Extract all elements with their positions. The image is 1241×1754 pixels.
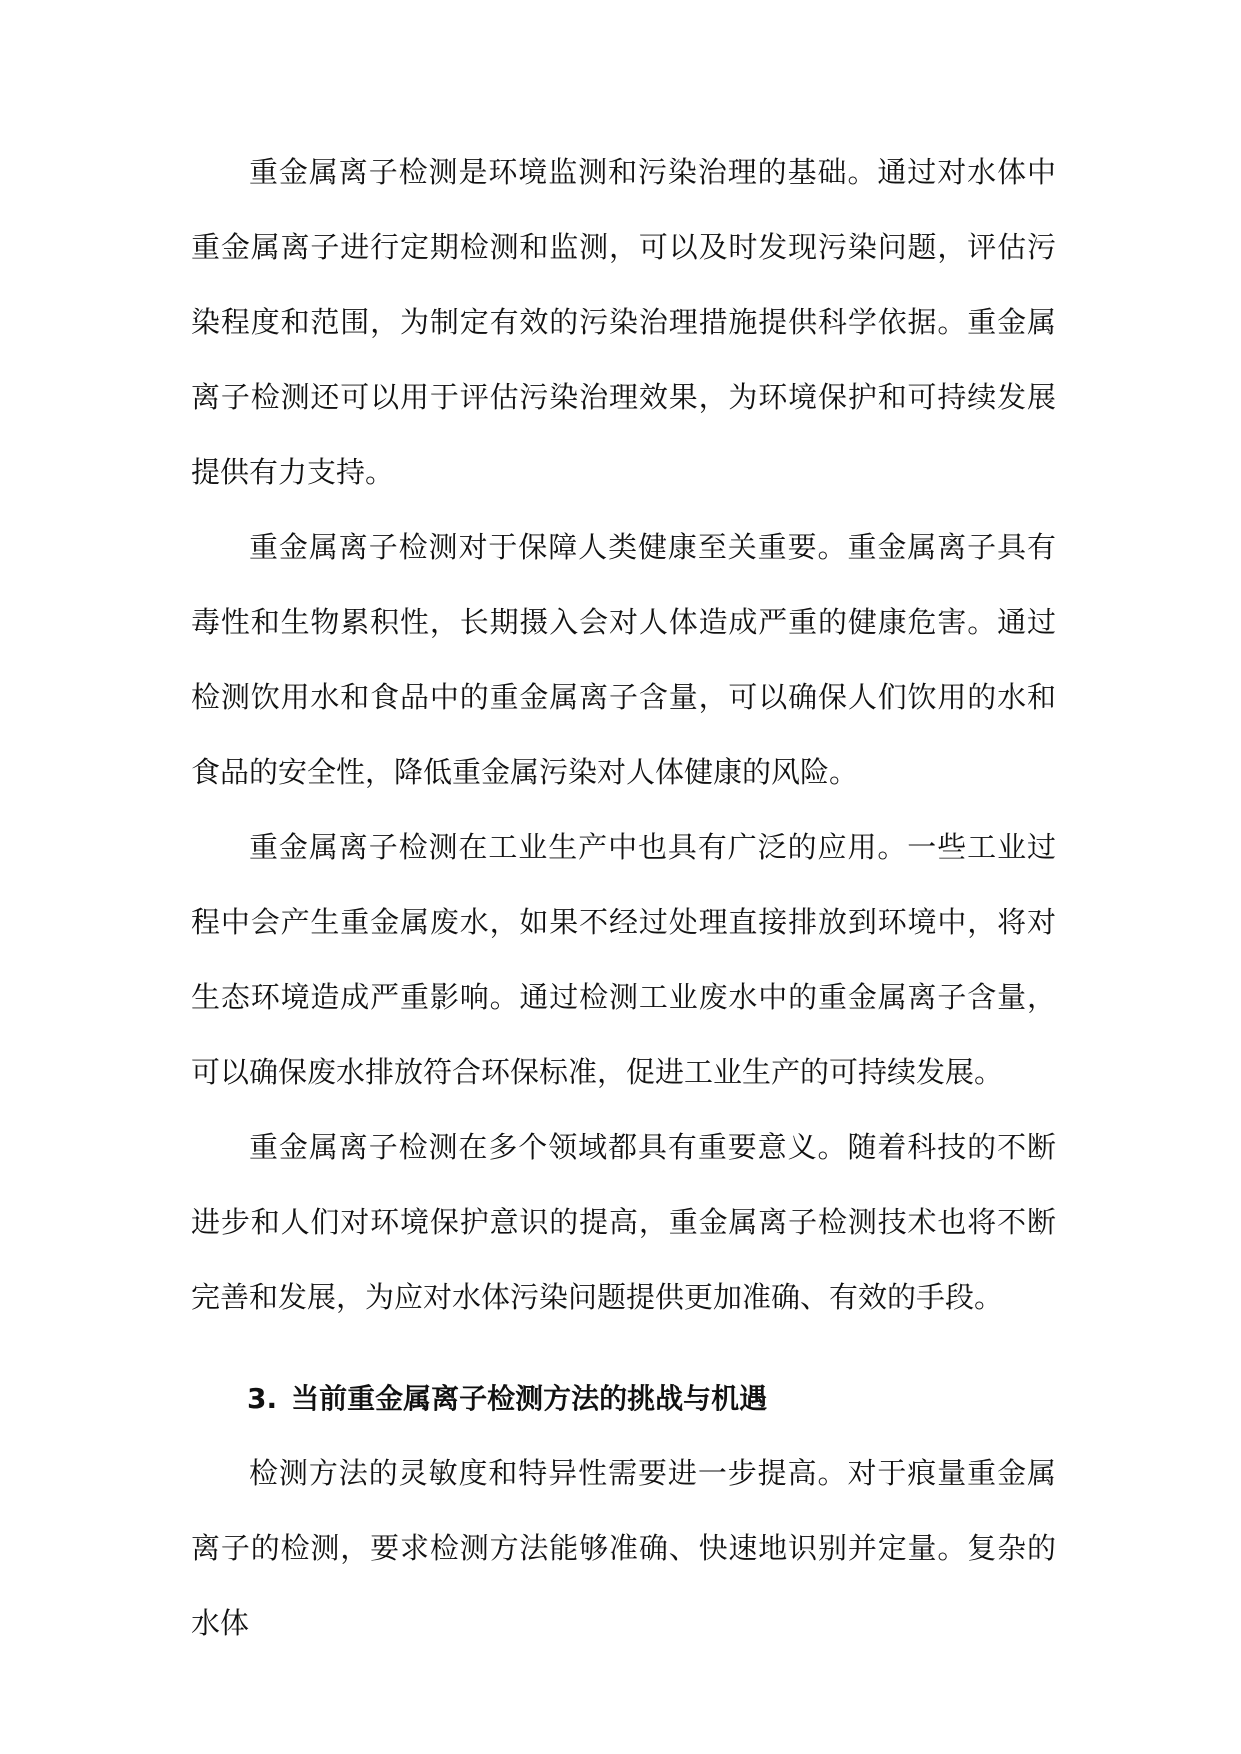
document-body — [191, 135, 1056, 1661]
paragraph-human-health: 重金属离子检测对于保障人类健康至关重要。重金属离子具有毒性和生物累积性，长期摄入会对人体造成严重的健康危害。通过检测饮用水和食品中的重金属离子含量，可以确保人们饮用的水和食品的安全性，降低重金属污染对人体健康的风险。 — [191, 530, 1056, 789]
paragraph-monitoring-basis: 重金属离子检测是环境监测和污染治理的基础。通过对水体中重金属离子进行定期检测和监测，可以及时发现污染问题，评估污染程度和范围，为制定有效的污染治理措施提供科学依据。重金属离子检测还可以用于评估污染治理效果，为环境保护和可持续发展提供有力支持。 — [191, 155, 1056, 489]
section-number: 3. — [247, 1382, 278, 1415]
section-heading — [191, 1361, 1056, 1436]
paragraph-industrial-use: 重金属离子检测在工业生产中也具有广泛的应用。一些工业过程中会产生重金属废水，如果不经过处理直接排放到环境中，将对生态环境造成严重影响。通过检测工业废水中的重金属离子含量，可以确保废水排放符合环保标准，促进工业生产的可持续发展。 — [191, 830, 1056, 1089]
paragraph-significance: 重金属离子检测在多个领域都具有重要意义。随着科技的不断进步和人们对环境保护意识的提高，重金属离子检测技术也将不断完善和发展，为应对水体污染问题提供更加准确、有效的手段。 — [191, 1130, 1056, 1314]
paragraph-sensitivity: 检测方法的灵敏度和特异性需要进一步提高。对于痕量重金属离子的检测，要求检测方法能够准确、快速地识别并定量。复杂的水体 — [191, 1456, 1056, 1640]
section-title: 当前重金属离子检测方法的挑战与机遇 — [291, 1382, 768, 1415]
